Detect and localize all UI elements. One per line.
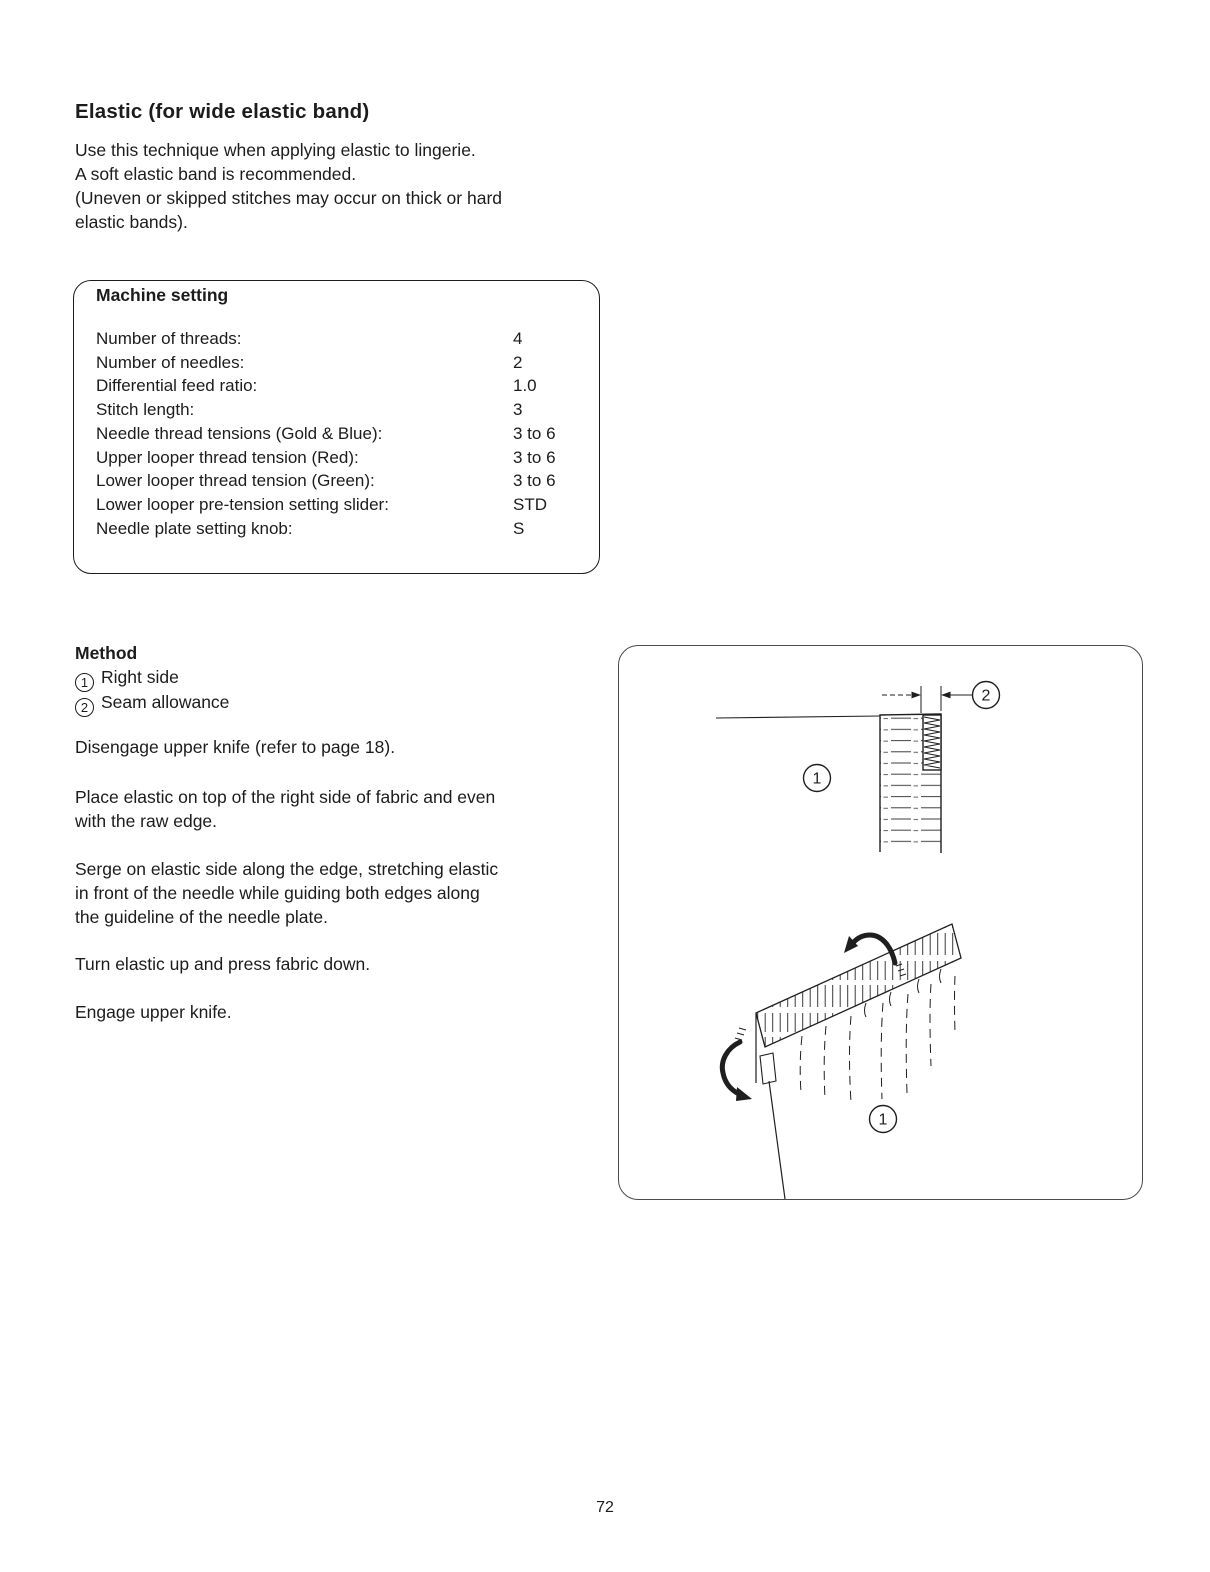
paragraph-line: Turn elastic up and press fabric down.	[75, 954, 371, 974]
intro-line: Use this technique when applying elastic to lingerie.	[75, 140, 476, 160]
setting-row	[96, 351, 585, 375]
setting-row	[96, 374, 585, 398]
intro-line: (Uneven or skipped stitches may occur on thick or hard	[75, 188, 502, 208]
dimension-arrow-right-icon	[912, 692, 922, 699]
legend-label: Seam allowance	[101, 692, 230, 712]
setting-value: 3 to 6	[513, 447, 556, 467]
machine-setting-box	[73, 280, 600, 574]
label-1-text: 1	[812, 770, 822, 788]
setting-value: 1.0	[513, 376, 537, 396]
label-2-text: 2	[981, 687, 991, 705]
setting-row	[96, 446, 585, 470]
setting-row	[96, 327, 585, 351]
setting-row	[96, 493, 585, 517]
paragraph-line: Place elastic on top of the right side of fabric and even	[75, 787, 496, 807]
paragraph-line: Engage upper knife.	[75, 1002, 232, 1022]
method-paragraph	[75, 1000, 232, 1024]
setting-value: 2	[513, 352, 523, 372]
legend-label: Right side	[101, 667, 179, 687]
setting-row	[96, 517, 585, 541]
setting-label: Lower looper pre-tension setting slider:	[96, 494, 389, 514]
setting-value: STD	[513, 494, 547, 514]
figure-elastic-cross-section	[716, 682, 1000, 854]
paragraph-line: Serge on elastic side along the edge, stretching elastic	[75, 859, 499, 879]
method-paragraph	[75, 785, 495, 833]
intro-line: A soft elastic band is recommended.	[75, 164, 357, 184]
fabric-edge-line	[716, 716, 880, 718]
circled-2-marker: 2	[75, 698, 94, 717]
illustration-svg	[619, 646, 1142, 1199]
setting-label: Upper looper thread tension (Red):	[96, 447, 359, 467]
setting-value: 3 to 6	[513, 471, 556, 491]
paragraph-line: Disengage upper knife (refer to page 18).	[75, 737, 396, 757]
dimension-arrow-left-icon	[941, 692, 951, 699]
setting-label: Number of threads:	[96, 329, 242, 348]
paragraph-line: in front of the needle while guiding both edges along	[75, 883, 480, 903]
machine-setting-heading: Machine setting	[96, 285, 229, 305]
fabric-hanging-edge	[769, 1081, 785, 1199]
method-paragraph	[75, 735, 395, 759]
method-paragraph	[75, 952, 370, 976]
setting-label: Needle plate setting knob:	[96, 518, 293, 538]
setting-label: Needle thread tensions (Gold & Blue):	[96, 423, 383, 443]
machine-setting-rows	[96, 327, 585, 540]
setting-value: 4	[513, 329, 523, 348]
label-1-text: 1	[878, 1111, 888, 1129]
page-title: Elastic (for wide elastic band)	[75, 100, 370, 123]
setting-label: Differential feed ratio:	[96, 376, 258, 396]
elastic-band-turned	[756, 924, 961, 1047]
figure-elastic-turned-up	[722, 924, 961, 1199]
setting-label: Number of needles:	[96, 352, 245, 372]
turn-arrow-left-icon	[722, 1028, 752, 1101]
paragraph-line: with the raw edge.	[75, 811, 218, 831]
seam-allowance-dimension	[882, 686, 972, 713]
legend-item-seam-allowance	[75, 692, 229, 717]
setting-value: 3 to 6	[513, 423, 556, 443]
intro-paragraph	[75, 138, 502, 234]
setting-label: Lower looper thread tension (Green):	[96, 471, 375, 491]
legend-item-right-side	[75, 667, 179, 692]
setting-label: Stitch length:	[96, 400, 195, 420]
intro-line: elastic bands).	[75, 212, 188, 232]
page-number: 72	[596, 1499, 614, 1516]
setting-value: 3	[513, 400, 523, 420]
setting-row	[96, 398, 585, 422]
illustration-box	[618, 645, 1143, 1200]
circled-1-marker: 1	[75, 673, 94, 692]
method-paragraph	[75, 857, 498, 929]
setting-row	[96, 469, 585, 493]
method-heading: Method	[75, 643, 138, 663]
paragraph-line: the guideline of the needle plate.	[75, 907, 328, 927]
setting-value: S	[513, 518, 525, 538]
setting-row	[96, 422, 585, 446]
band-fold-corner	[760, 1053, 776, 1084]
